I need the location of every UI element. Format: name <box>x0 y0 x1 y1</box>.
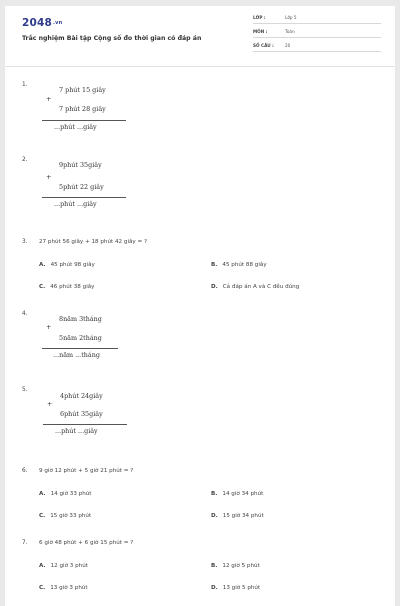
subject-value: Toán <box>285 29 295 34</box>
addend-bottom: 5năm 2tháng <box>59 334 102 342</box>
plus-sign: + <box>46 173 52 181</box>
addend-top: 8năm 3tháng <box>59 315 102 323</box>
addend-top: 4phút 24giây <box>60 392 103 400</box>
question-number: 2. <box>22 157 28 163</box>
class-info-row <box>253 15 381 24</box>
addend-top: 7 phút 15 giây <box>59 86 106 94</box>
addend-top: 9phút 35giây <box>59 161 102 169</box>
addend-bottom: 6phút 35giây <box>60 410 103 418</box>
option-c[interactable]: C. 15 giờ 33 phút <box>39 513 92 519</box>
subject-label: MÔN : <box>253 29 268 34</box>
count-info-row <box>253 43 381 52</box>
plus-sign: + <box>46 323 52 331</box>
option-d[interactable]: D. 15 giờ 34 phút <box>211 513 264 519</box>
answer-blank: ...phút ...giây <box>54 123 97 131</box>
option-b[interactable]: B. 12 giờ 5 phút <box>211 563 260 569</box>
worksheet <box>5 6 395 606</box>
logo-suffix: .vn <box>53 20 63 26</box>
option-c[interactable]: C. 13 giờ 3 phút <box>39 585 88 591</box>
addend-bottom: 7 phút 28 giây <box>59 105 106 113</box>
question-number: 3. <box>22 239 28 245</box>
sum-line <box>42 348 118 349</box>
subject-info-row <box>253 29 381 38</box>
count-value: 20 <box>285 43 291 48</box>
answer-blank: ...phút ...giây <box>54 200 97 208</box>
question-number: 6. <box>22 468 28 474</box>
sum-line <box>43 424 127 425</box>
option-d[interactable]: D. 13 giờ 5 phút <box>211 585 261 591</box>
question-text: 6 giờ 48 phút + 6 giờ 15 phút = ? <box>39 540 134 546</box>
option-a[interactable]: A. 45 phút 98 giây <box>39 262 95 268</box>
class-label: LỚP : <box>253 15 266 20</box>
question-number: 7. <box>22 540 28 546</box>
sum-line <box>42 120 126 121</box>
sum-line <box>42 197 126 198</box>
logo-text: 2048 <box>22 17 53 29</box>
page-header <box>5 6 395 62</box>
count-label: SỐ CÂU : <box>253 43 274 48</box>
answer-blank: ...phút ...giây <box>55 427 98 435</box>
plus-sign: + <box>47 400 53 408</box>
question-number: 4. <box>22 311 28 317</box>
site-logo[interactable] <box>22 17 62 29</box>
page-title: Trắc nghiệm Bài tập Cộng số đo thời gian có đáp án <box>22 35 202 42</box>
option-c[interactable]: C. 46 phút 38 giây <box>39 284 95 290</box>
option-b[interactable]: B. 45 phút 88 giây <box>211 262 267 268</box>
question-number: 1. <box>22 82 28 88</box>
header-divider <box>5 66 395 67</box>
option-b[interactable]: B. 14 giờ 34 phút <box>211 491 264 497</box>
option-a[interactable]: A. 12 giờ 3 phút <box>39 563 88 569</box>
question-number: 5. <box>22 387 28 393</box>
question-text: 27 phút 56 giây + 18 phút 42 giây = ? <box>39 239 147 245</box>
option-a[interactable]: A. 14 giờ 33 phút <box>39 491 92 497</box>
option-d[interactable]: D. Cả đáp án A và C đều đúng <box>211 284 300 290</box>
plus-sign: + <box>46 95 52 103</box>
class-value: Lớp 5 <box>285 15 297 20</box>
addend-bottom: 5phút 22 giây <box>59 183 104 191</box>
question-text: 9 giờ 12 phút + 5 giờ 21 phút = ? <box>39 468 134 474</box>
answer-blank: ...năm ...tháng <box>53 351 100 359</box>
